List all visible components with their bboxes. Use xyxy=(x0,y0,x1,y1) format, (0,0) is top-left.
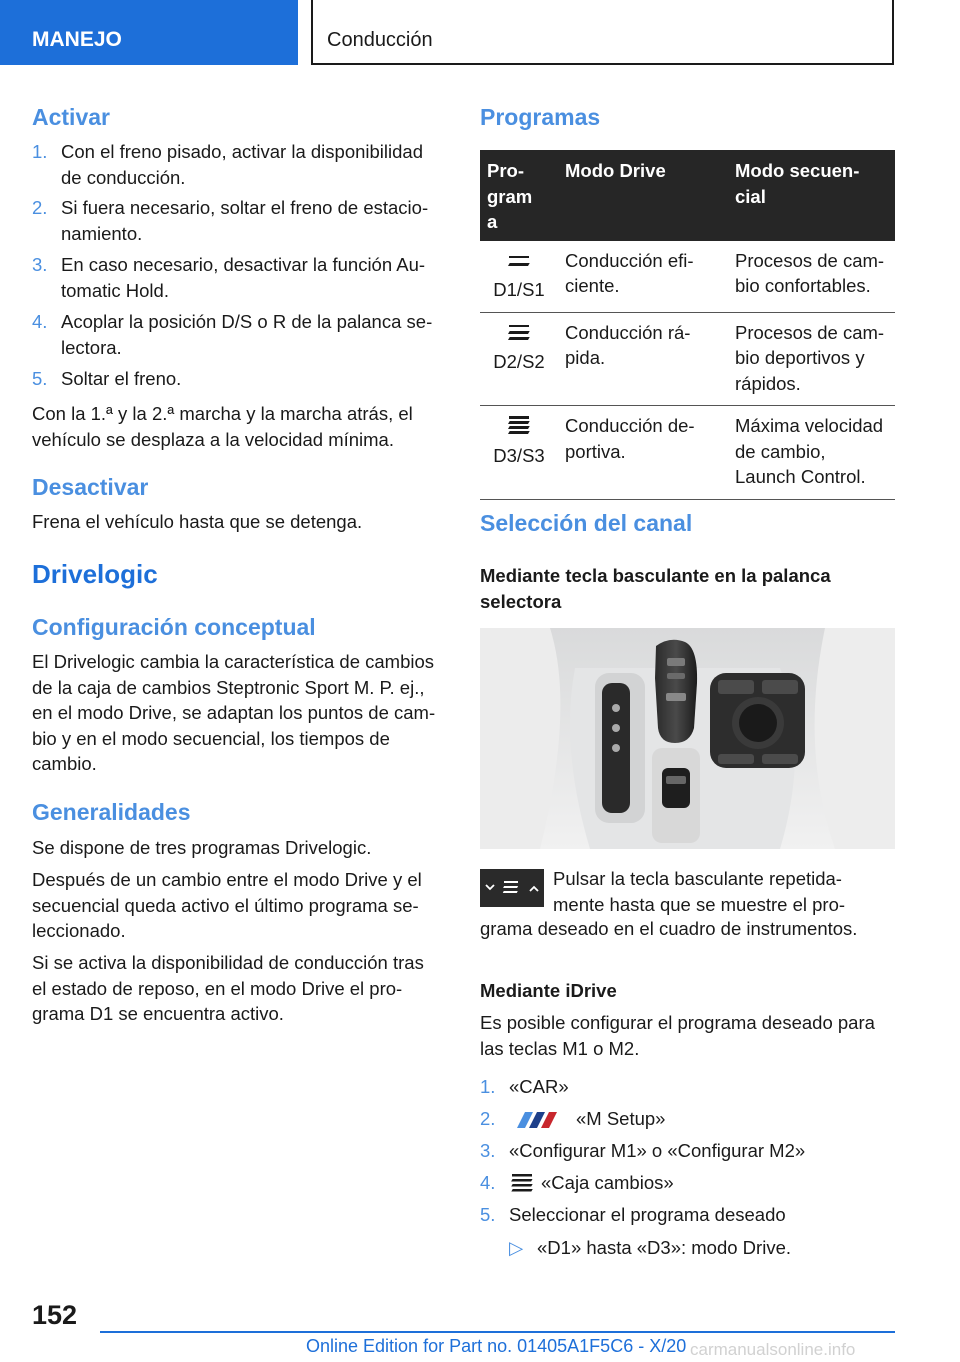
step-text: «M Setup» xyxy=(576,1108,666,1129)
text-line: grama D1 se encuentra activo. xyxy=(32,1003,284,1024)
step-number: 2. xyxy=(32,197,48,218)
rocker-subheading xyxy=(480,563,831,614)
drive-mode-cell: Conducción efi‐ ciente. xyxy=(558,241,728,313)
column-header: Pro‐ gram a xyxy=(480,150,558,241)
text-line: Es posible configurar el programa deseado para xyxy=(480,1012,875,1033)
drive-program-1-icon xyxy=(506,251,532,271)
text-line: mente hasta que se muestre el pro‐ xyxy=(553,893,846,915)
note-line: Con la 1.ª y la 2.ª marcha y la marcha atrás, el xyxy=(32,403,413,424)
program-code: D3/S3 xyxy=(493,444,545,466)
text-line: Mediante tecla basculante en la palanca xyxy=(480,565,831,586)
text-line: selectora xyxy=(480,590,562,612)
program-cell xyxy=(480,312,558,406)
step-text: Si fuera necesario, soltar el freno de estacio‐ xyxy=(61,197,429,218)
drive-mode-cell: Conducción de‐ portiva. xyxy=(558,406,728,500)
configuracion-heading: Configuración conceptual xyxy=(32,614,316,640)
step-text: Acoplar la posición D/S o R de la palanca se‐ xyxy=(61,311,433,332)
step-number: 3. xyxy=(32,254,48,275)
step-number: 4. xyxy=(32,311,48,332)
idrive-subheading: Mediante iDrive xyxy=(480,980,617,1001)
drivelogic-heading: Drivelogic xyxy=(32,559,158,589)
program-cell xyxy=(480,241,558,313)
sequential-mode-cell: Procesos de cam‐ bio deportivos y rápidos. xyxy=(728,312,895,406)
text-line: leccionado. xyxy=(32,920,126,941)
watermark: carmanualsonline.info xyxy=(690,1340,856,1359)
activar-heading: Activar xyxy=(32,104,110,130)
step-text: lectora. xyxy=(61,336,122,358)
table-header-row xyxy=(480,150,895,241)
generalidades-p3 xyxy=(32,950,424,1027)
step-number: 5. xyxy=(480,1204,496,1225)
text-line: el estado de reposo, en el modo Drive el pro‐ xyxy=(32,977,403,999)
step-text: Soltar el freno. xyxy=(61,368,182,389)
drive-mode-cell: Conducción rá‐ pida. xyxy=(558,312,728,406)
rocker-instruction-end: grama deseado en el cuadro de instrumentos. xyxy=(480,918,858,939)
drive-program-3-icon xyxy=(506,416,532,436)
step-text: tomatic Hold. xyxy=(61,279,169,301)
gearbox-icon xyxy=(509,1173,535,1200)
text-line: en el modo Drive, se adaptan los puntos de cam‐ xyxy=(32,702,436,723)
note-line: vehículo se desplaza a la velocidad mínima. xyxy=(32,428,394,450)
desactivar-text: Frena el vehículo hasta que se detenga. xyxy=(32,511,363,532)
table-row xyxy=(480,312,895,406)
text-line: secuencial queda activo el último programa se‐ xyxy=(32,894,419,916)
step-text: de conducción. xyxy=(61,166,186,188)
section-label: MANEJO xyxy=(32,28,122,51)
drive-program-2-icon xyxy=(506,323,532,343)
activar-note xyxy=(32,401,413,452)
generalidades-heading: Generalidades xyxy=(32,799,191,825)
text-line: Si se activa la disponibilidad de conducción tras xyxy=(32,952,424,973)
text-line: Pulsar la tecla basculante repetida‐ xyxy=(553,868,842,889)
step-text: namiento. xyxy=(61,222,143,244)
generalidades-p2 xyxy=(32,867,422,944)
section-tab xyxy=(0,0,298,65)
step-number: 1. xyxy=(480,1076,496,1097)
step-text: Con el freno pisado, activar la disponibilidad xyxy=(61,141,423,162)
chapter-label: Conducción xyxy=(327,29,433,51)
program-code: D1/S1 xyxy=(493,279,545,300)
rocker-switch-icon xyxy=(480,869,544,907)
programas-heading: Programas xyxy=(480,104,601,130)
m-stripes-icon xyxy=(509,1110,563,1136)
rocker-instruction xyxy=(553,866,845,917)
chapter-tab xyxy=(311,0,894,65)
step-text: «CAR» xyxy=(509,1076,569,1097)
seleccion-heading: Selección del canal xyxy=(480,510,693,536)
text-line: bio y en el modo secuencial, los tiempos de xyxy=(32,727,390,749)
edition-text: Online Edition for Part no. 01405A1F5C6 - X/20 xyxy=(306,1336,687,1356)
table-row xyxy=(480,241,895,313)
programs-table xyxy=(480,150,895,500)
step-text: Seleccionar el programa deseado xyxy=(509,1204,786,1225)
program-cell xyxy=(480,406,558,500)
table-row xyxy=(480,406,895,500)
sequential-mode-cell: Procesos de cam‐ bio confortables. xyxy=(728,241,895,313)
text-line: de la caja de cambios Steptronic Sport M. P. ej., xyxy=(32,676,425,698)
sequential-mode-cell: Máxima velocidad de cambio, Launch Control. xyxy=(728,406,895,500)
step-number: 3. xyxy=(480,1140,496,1161)
program-code: D2/S2 xyxy=(493,351,545,372)
step-number: 4. xyxy=(480,1172,496,1193)
text-line: El Drivelogic cambia la característica de cambios xyxy=(32,651,435,672)
generalidades-p1: Se dispone de tres programas Drivelogic. xyxy=(32,837,372,858)
console-illustration xyxy=(480,628,895,849)
step-text: En caso necesario, desactivar la función Au‐ xyxy=(61,254,426,275)
step-number: 5. xyxy=(32,368,48,389)
step-text: «Configurar M1» o «Configurar M2» xyxy=(509,1140,806,1161)
triangle-bullet-icon: ▷ xyxy=(509,1237,524,1258)
substep-text: «D1» hasta «D3»: modo Drive. xyxy=(537,1237,791,1258)
column-header: Modo Drive xyxy=(558,150,728,241)
step-text: «Caja cambios» xyxy=(541,1172,674,1193)
step-number: 2. xyxy=(480,1108,496,1129)
footer-divider xyxy=(100,1331,895,1333)
page-number: 152 xyxy=(32,1300,78,1330)
step-number: 1. xyxy=(32,141,48,162)
desactivar-heading: Desactivar xyxy=(32,474,149,500)
text-line: las teclas M1 o M2. xyxy=(480,1037,640,1059)
text-line: cambio. xyxy=(32,753,97,774)
idrive-text xyxy=(480,1010,875,1061)
column-header: Modo secuen‐ cial xyxy=(728,150,895,241)
configuracion-text xyxy=(32,649,435,777)
text-line: Después de un cambio entre el modo Drive y el xyxy=(32,869,422,890)
console-photo xyxy=(480,628,895,849)
